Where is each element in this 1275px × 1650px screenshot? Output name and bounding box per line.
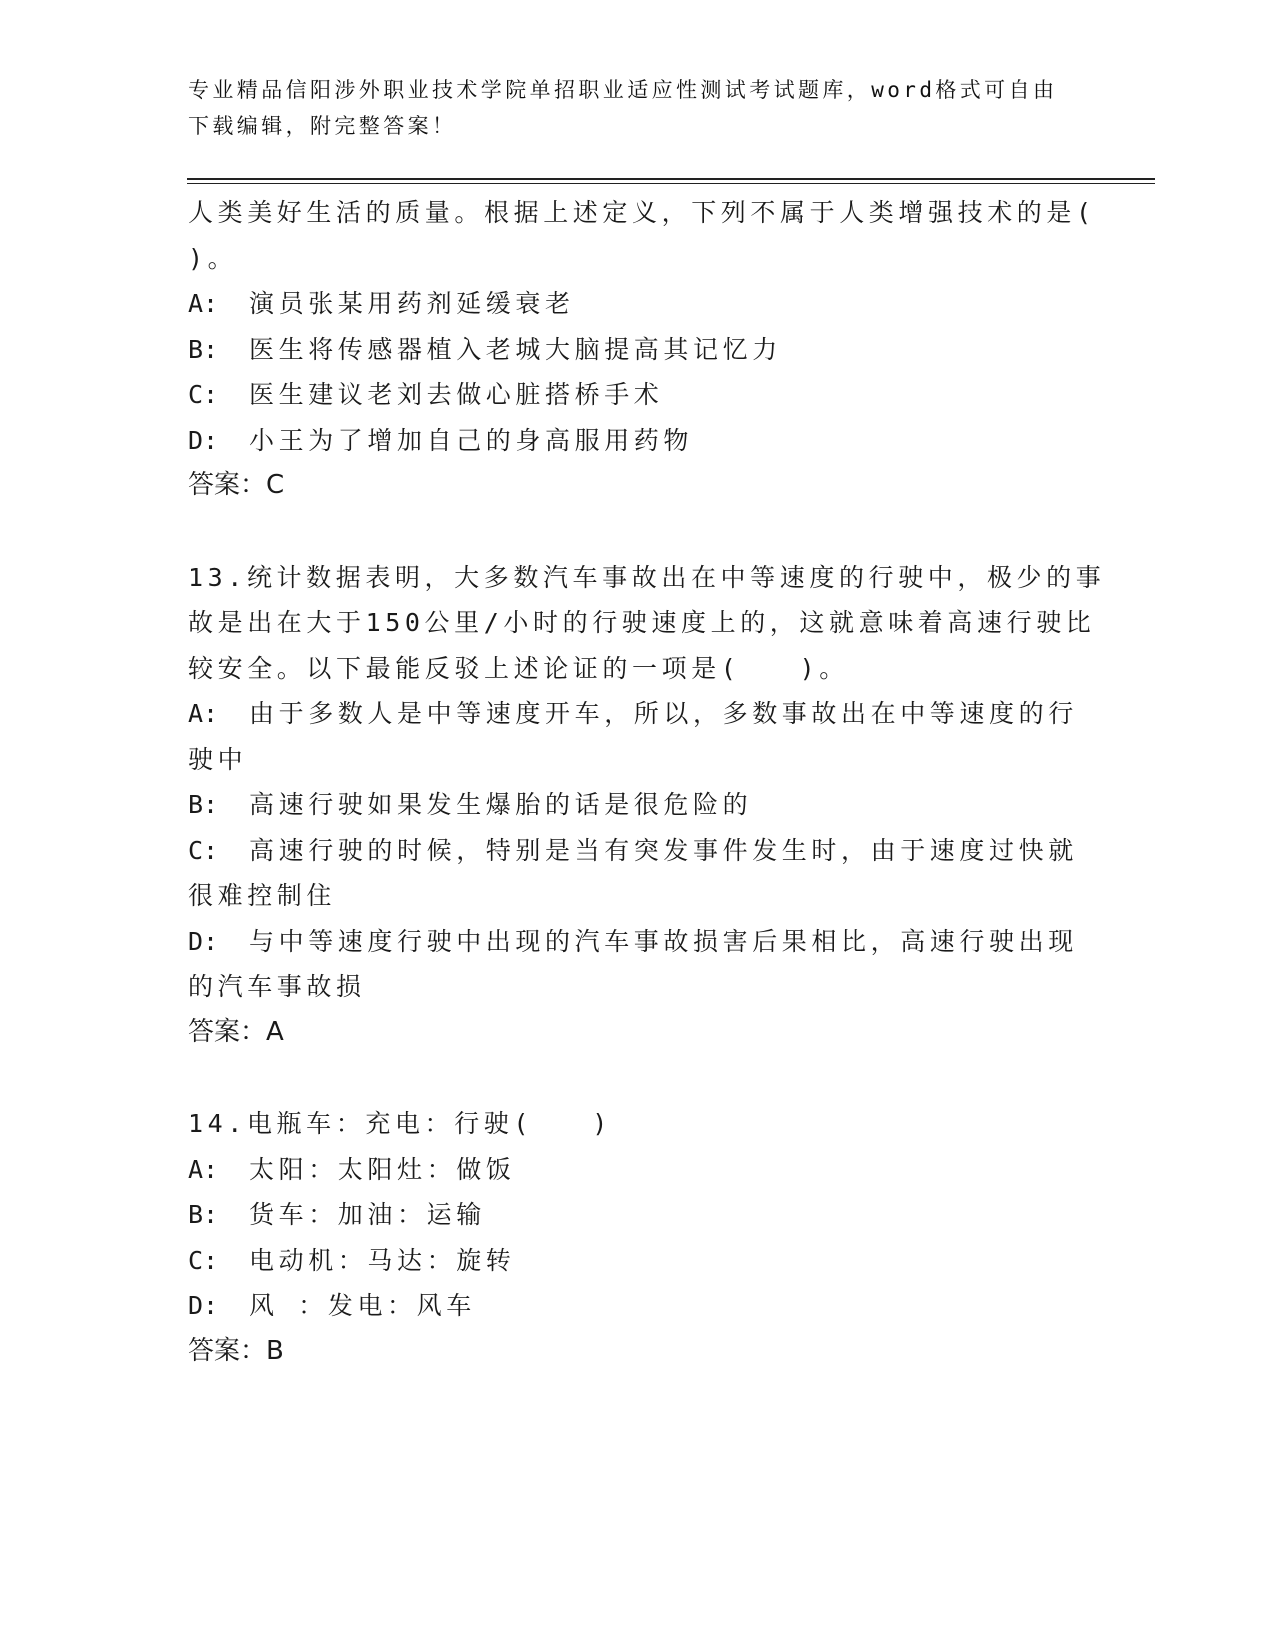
option-d [188,919,1088,965]
option-continuation: 驶中 [188,744,248,774]
question-spacer [188,509,1088,555]
option-text: 与中等速度行驶中出现的汽车事故损害后果相比，高速行驶出现 [249,926,1078,956]
option-letter: D: [188,1291,219,1320]
question-stem-line: 13.统计数据表明，大多数汽车事故出在中等速度的行驶中，极少的事 [188,562,1106,592]
question-stem-line: 14.电瓶车：充电：行驶( ) [188,1109,612,1138]
question-stem-line: 故是出在大于150公里/小时的行驶速度上的，这就意味着高速行驶比 [188,608,1096,637]
question-13 [188,555,1106,1056]
option-text: 小王为了增加自己的身高服用药物 [249,425,694,455]
option-text: 货车：加油：运输 [249,1200,486,1229]
option-text: 风 ：发电：风车 [249,1291,476,1320]
option-continuation: 很难控制住 [188,881,337,910]
option-b [188,1192,1088,1238]
option-continuation: 的汽车事故损 [188,972,366,1001]
question-stem-line: )。 [188,243,238,273]
answer-line: 答案：A [188,1016,284,1047]
option-text: 医生将传感器植入老城大脑提高其记忆力 [249,334,782,364]
option-b [188,327,1088,373]
option-d [188,418,1088,464]
question-12 [188,190,1096,509]
document-body [188,190,1106,1374]
option-text: 太阳：太阳灶：做饭 [249,1154,516,1184]
header-line-1: 专业精品信阳涉外职业技术学院单招职业适应性测试考试题库，word格式可自由 [188,78,1058,102]
option-text: 演员张某用药剂延缓衰老 [249,289,575,318]
document-header [188,72,1088,144]
option-letter: A: [188,1154,219,1184]
option-a [188,691,1088,737]
option-d [188,1283,1088,1329]
option-letter: D: [188,926,219,956]
option-letter: B: [188,334,219,364]
question-14 [188,1101,1088,1374]
option-letter: C: [188,835,219,865]
option-letter: A: [188,289,219,318]
option-text: 高速行驶的时候，特别是当有突发事件发生时，由于速度过快就 [249,835,1078,865]
option-letter: A: [188,699,219,728]
option-letter: D: [188,425,219,455]
option-letter: B: [188,1200,219,1229]
option-b [188,782,1088,828]
question-stem-line: 人类美好生活的质量。根据上述定义，下列不属于人类增强技术的是( [188,198,1096,227]
question-spacer [188,1055,1088,1101]
answer-line: 答案：C [188,470,285,500]
option-letter: B: [188,790,219,819]
header-divider-thin [187,183,1155,184]
answer-line: 答案：B [188,1335,284,1366]
option-c [188,372,1088,418]
option-c [188,1238,1088,1284]
header-divider-thick [187,178,1155,180]
option-text: 电动机：马达：旋转 [249,1245,516,1275]
option-a [188,281,1088,327]
question-stem-line: 较安全。以下最能反驳上述论证的一项是( )。 [188,653,849,683]
option-text: 医生建议老刘去做心脏搭桥手术 [249,380,664,409]
option-a [188,1147,1088,1193]
header-line-2: 下载编辑，附完整答案！ [188,114,457,138]
option-letter: C: [188,1245,219,1275]
option-text: 高速行驶如果发生爆胎的话是很危险的 [249,790,753,819]
option-letter: C: [188,380,219,409]
option-text: 由于多数人是中等速度开车，所以，多数事故出在中等速度的行 [249,699,1078,728]
option-c [188,828,1088,874]
